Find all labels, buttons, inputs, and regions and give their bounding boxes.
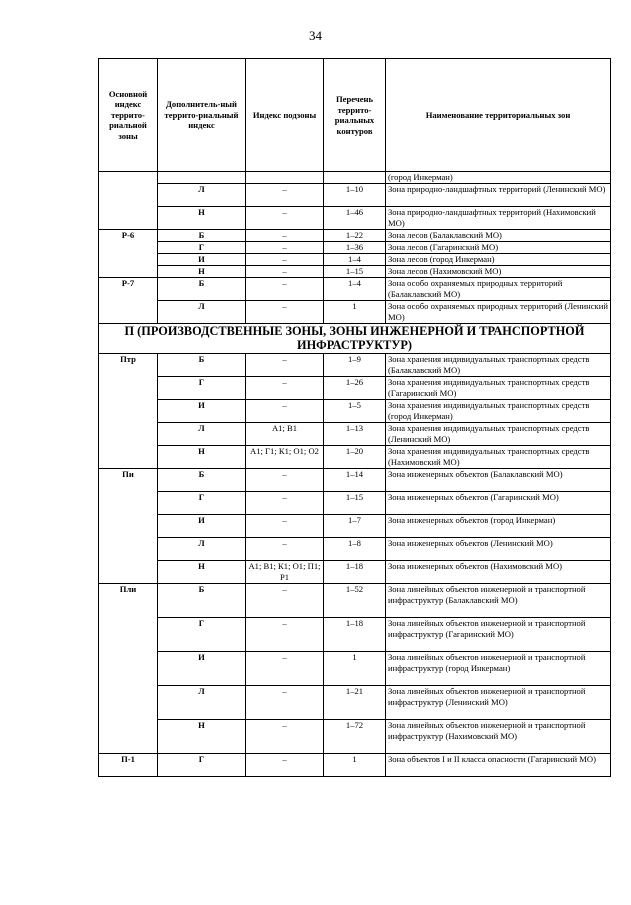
cell-contours: 1–4 <box>324 278 386 301</box>
cell-zone-name: Зона хранения индивидуальных транспортных средств (Нахимовский МО) <box>386 446 611 469</box>
table-row <box>99 754 611 777</box>
cell-additional-index <box>158 172 246 184</box>
table-row <box>99 538 611 561</box>
zones-table <box>98 58 611 777</box>
section-heading: П (ПРОИЗВОДСТВЕННЫЕ ЗОНЫ, ЗОНЫ ИНЖЕНЕРНОЙ И ТРАНСПОРТНОЙ ИНФРАСТРУКТУР) <box>99 324 611 354</box>
table-header <box>99 59 611 172</box>
header-subzone-index: Индекс подзоны <box>246 59 324 172</box>
cell-additional-index: Б <box>158 584 246 618</box>
cell-contours <box>324 172 386 184</box>
cell-zone-name: Зона лесов (Гагаринский МО) <box>386 242 611 254</box>
cell-additional-index: Л <box>158 686 246 720</box>
table-row <box>99 561 611 584</box>
cell-contours: 1 <box>324 754 386 777</box>
cell-subzone-index: – <box>246 652 324 686</box>
cell-additional-index: Н <box>158 720 246 754</box>
cell-additional-index: И <box>158 254 246 266</box>
cell-contours: 1–15 <box>324 492 386 515</box>
cell-zone-name: Зона инженерных объектов (Нахимовский МО) <box>386 561 611 584</box>
cell-contours: 1–18 <box>324 561 386 584</box>
cell-additional-index: Б <box>158 469 246 492</box>
table-row <box>99 423 611 446</box>
cell-zone-name: Зона линейных объектов инженерной и транспортной инфраструктур (Ленинский МО) <box>386 686 611 720</box>
cell-additional-index: Г <box>158 492 246 515</box>
cell-zone-name: Зона хранения индивидуальных транспортных средств (Балаклавский МО) <box>386 354 611 377</box>
cell-zone-name: Зона инженерных объектов (Ленинский МО) <box>386 538 611 561</box>
cell-subzone-index: – <box>246 377 324 400</box>
cell-main-index <box>99 172 158 230</box>
cell-contours: 1–21 <box>324 686 386 720</box>
cell-zone-name: Зона особо охраняемых природных территорий (Ленинский МО) <box>386 301 611 324</box>
cell-contours: 1 <box>324 652 386 686</box>
table-row <box>99 400 611 423</box>
cell-subzone-index: – <box>246 492 324 515</box>
cell-additional-index: Г <box>158 618 246 652</box>
cell-additional-index: И <box>158 652 246 686</box>
table-row <box>99 469 611 492</box>
cell-additional-index: Б <box>158 278 246 301</box>
cell-subzone-index: – <box>246 754 324 777</box>
cell-subzone-index: А1; В1 <box>246 423 324 446</box>
cell-additional-index: Б <box>158 230 246 242</box>
cell-zone-name: Зона хранения индивидуальных транспортных средств (город Инкерман) <box>386 400 611 423</box>
table-row <box>99 301 611 324</box>
cell-additional-index: Г <box>158 242 246 254</box>
cell-zone-name: Зона линейных объектов инженерной и транспортной инфраструктур (город Инкерман) <box>386 652 611 686</box>
cell-additional-index: Л <box>158 184 246 207</box>
table-row <box>99 172 611 184</box>
cell-contours: 1–46 <box>324 207 386 230</box>
table-row <box>99 184 611 207</box>
cell-zone-name: Зона хранения индивидуальных транспортных средств (Ленинский МО) <box>386 423 611 446</box>
cell-subzone-index: – <box>246 301 324 324</box>
cell-contours: 1–18 <box>324 618 386 652</box>
cell-subzone-index: – <box>246 354 324 377</box>
table-row <box>99 652 611 686</box>
cell-subzone-index: – <box>246 618 324 652</box>
cell-contours: 1–5 <box>324 400 386 423</box>
cell-subzone-index: – <box>246 538 324 561</box>
cell-contours: 1–8 <box>324 538 386 561</box>
cell-subzone-index: – <box>246 686 324 720</box>
cell-zone-name: Зона инженерных объектов (город Инкерман) <box>386 515 611 538</box>
table-row <box>99 515 611 538</box>
cell-main-index: Р-6 <box>99 230 158 278</box>
table-row <box>99 207 611 230</box>
table-body <box>99 172 611 777</box>
cell-subzone-index: – <box>246 515 324 538</box>
cell-subzone-index: – <box>246 469 324 492</box>
cell-additional-index: Б <box>158 354 246 377</box>
cell-subzone-index: – <box>246 254 324 266</box>
cell-zone-name: Зона лесов (Нахимовский МО) <box>386 266 611 278</box>
cell-zone-name: Зона инженерных объектов (Гагаринский МО) <box>386 492 611 515</box>
table-row <box>99 492 611 515</box>
cell-additional-index: Г <box>158 754 246 777</box>
cell-contours: 1–20 <box>324 446 386 469</box>
cell-subzone-index: – <box>246 266 324 278</box>
cell-subzone-index: – <box>246 400 324 423</box>
table-row <box>99 354 611 377</box>
cell-zone-name: Зона лесов (Балаклавский МО) <box>386 230 611 242</box>
cell-contours: 1–7 <box>324 515 386 538</box>
cell-contours: 1–13 <box>324 423 386 446</box>
cell-additional-index: Н <box>158 446 246 469</box>
cell-zone-name: Зона объектов I и II класса опасности (Гагаринский МО) <box>386 754 611 777</box>
cell-zone-name: Зона линейных объектов инженерной и транспортной инфраструктур (Балаклавский МО) <box>386 584 611 618</box>
cell-main-index: Пи <box>99 469 158 584</box>
table-row <box>99 242 611 254</box>
cell-zone-name: Зона природно-ландшафтных территорий (Ленинский МО) <box>386 184 611 207</box>
cell-additional-index: И <box>158 400 246 423</box>
cell-zone-name: Зона природно-ландшафтных территорий (Нахимовский МО) <box>386 207 611 230</box>
header-additional-index: Дополнитель-ный террито-риальный индекс <box>158 59 246 172</box>
cell-contours: 1 <box>324 301 386 324</box>
header-zone-name: Наименование территориальных зон <box>386 59 611 172</box>
cell-subzone-index: А1; В1; К1; О1; П1; Р1 <box>246 561 324 584</box>
cell-additional-index: Н <box>158 266 246 278</box>
cell-additional-index: Н <box>158 561 246 584</box>
cell-zone-name: Зона хранения индивидуальных транспортных средств (Гагаринский МО) <box>386 377 611 400</box>
cell-contours: 1–9 <box>324 354 386 377</box>
cell-contours: 1–22 <box>324 230 386 242</box>
cell-contours: 1–4 <box>324 254 386 266</box>
table-row <box>99 584 611 618</box>
cell-contours: 1–72 <box>324 720 386 754</box>
page-number: 34 <box>309 28 322 43</box>
cell-additional-index: Л <box>158 538 246 561</box>
cell-main-index: Р-7 <box>99 278 158 324</box>
cell-subzone-index: – <box>246 242 324 254</box>
cell-main-index: Пли <box>99 584 158 754</box>
cell-subzone-index: – <box>246 584 324 618</box>
cell-contours: 1–14 <box>324 469 386 492</box>
cell-contours: 1–52 <box>324 584 386 618</box>
cell-subzone-index: – <box>246 230 324 242</box>
cell-additional-index: Г <box>158 377 246 400</box>
table-row <box>99 230 611 242</box>
cell-contours: 1–36 <box>324 242 386 254</box>
cell-contours: 1–15 <box>324 266 386 278</box>
table-row <box>99 278 611 301</box>
cell-main-index: П-1 <box>99 754 158 777</box>
cell-contours: 1–26 <box>324 377 386 400</box>
header-main-index: Основной индекс террито-риальной зоны <box>99 59 158 172</box>
cell-contours: 1–10 <box>324 184 386 207</box>
cell-zone-name: Зона линейных объектов инженерной и транспортной инфраструктур (Гагаринский МО) <box>386 618 611 652</box>
cell-zone-name: Зона особо охраняемых природных территорий (Балаклавский МО) <box>386 278 611 301</box>
cell-main-index: Птр <box>99 354 158 469</box>
table-row <box>99 686 611 720</box>
table-row <box>99 618 611 652</box>
cell-additional-index: Н <box>158 207 246 230</box>
cell-subzone-index: – <box>246 184 324 207</box>
cell-zone-name: Зона линейных объектов инженерной и транспортной инфраструктур (Нахимовский МО) <box>386 720 611 754</box>
cell-additional-index: Л <box>158 423 246 446</box>
table-row <box>99 446 611 469</box>
cell-subzone-index: – <box>246 720 324 754</box>
cell-subzone-index: А1; Г1; К1; О1; О2 <box>246 446 324 469</box>
cell-additional-index: И <box>158 515 246 538</box>
cell-subzone-index: – <box>246 207 324 230</box>
table-row <box>99 720 611 754</box>
section-row <box>99 324 611 354</box>
table-row <box>99 266 611 278</box>
cell-zone-name: (город Инкерман) <box>386 172 611 184</box>
header-contours: Перечень террито-риальных контуров <box>324 59 386 172</box>
cell-subzone-index <box>246 172 324 184</box>
cell-additional-index: Л <box>158 301 246 324</box>
cell-subzone-index: – <box>246 278 324 301</box>
table-row <box>99 254 611 266</box>
cell-zone-name: Зона инженерных объектов (Балаклавский МО) <box>386 469 611 492</box>
table-row <box>99 377 611 400</box>
cell-zone-name: Зона лесов (город Инкерман) <box>386 254 611 266</box>
